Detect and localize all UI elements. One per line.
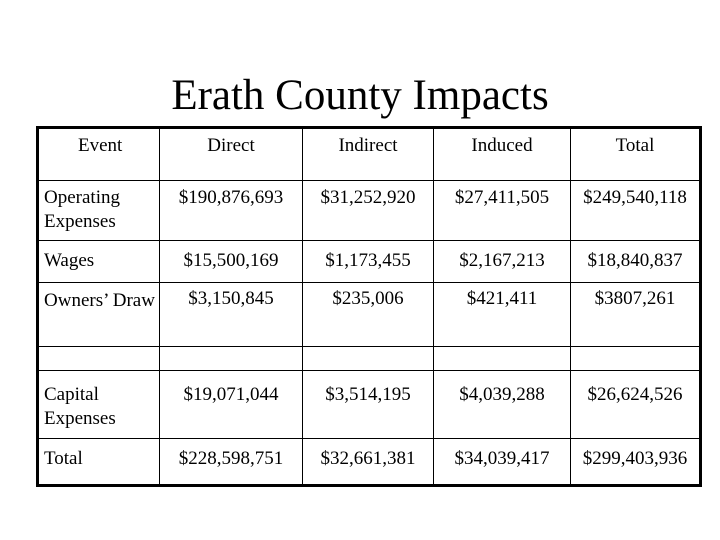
cell-direct: $3,150,845	[160, 283, 303, 347]
impacts-table	[36, 126, 702, 487]
table-header-row	[38, 128, 701, 181]
cell-induced: $4,039,288	[434, 371, 571, 439]
header-indirect: Indirect	[303, 128, 434, 181]
cell-direct: $228,598,751	[160, 439, 303, 486]
cell-direct: $15,500,169	[160, 241, 303, 283]
cell-induced	[434, 347, 571, 371]
header-event: Event	[38, 128, 160, 181]
cell-indirect: $235,006	[303, 283, 434, 347]
cell-total: $3807,261	[571, 283, 701, 347]
page-title: Erath County Impacts	[171, 72, 549, 119]
table-row	[38, 347, 701, 371]
cell-induced: $27,411,505	[434, 181, 571, 241]
table-row	[38, 439, 701, 486]
row-label	[38, 347, 160, 371]
cell-induced: $34,039,417	[434, 439, 571, 486]
header-induced: Induced	[434, 128, 571, 181]
row-label: Total	[38, 439, 160, 486]
cell-total: $26,624,526	[571, 371, 701, 439]
cell-indirect: $1,173,455	[303, 241, 434, 283]
cell-induced: $2,167,213	[434, 241, 571, 283]
table-row	[38, 371, 701, 439]
cell-direct: $190,876,693	[160, 181, 303, 241]
cell-total	[571, 347, 701, 371]
row-label: Operating Expenses	[38, 181, 160, 241]
row-label: Wages	[38, 241, 160, 283]
row-label: Owners’ Draw	[38, 283, 160, 347]
cell-indirect: $32,661,381	[303, 439, 434, 486]
cell-total: $18,840,837	[571, 241, 701, 283]
header-direct: Direct	[160, 128, 303, 181]
cell-induced: $421,411	[434, 283, 571, 347]
cell-total: $249,540,118	[571, 181, 701, 241]
table-row	[38, 181, 701, 241]
table-row	[38, 283, 701, 347]
header-total: Total	[571, 128, 701, 181]
cell-direct: $19,071,044	[160, 371, 303, 439]
row-label: Capital Expenses	[38, 371, 160, 439]
cell-indirect	[303, 347, 434, 371]
cell-direct	[160, 347, 303, 371]
cell-total: $299,403,936	[571, 439, 701, 486]
table-row	[38, 241, 701, 283]
cell-indirect: $31,252,920	[303, 181, 434, 241]
cell-indirect: $3,514,195	[303, 371, 434, 439]
